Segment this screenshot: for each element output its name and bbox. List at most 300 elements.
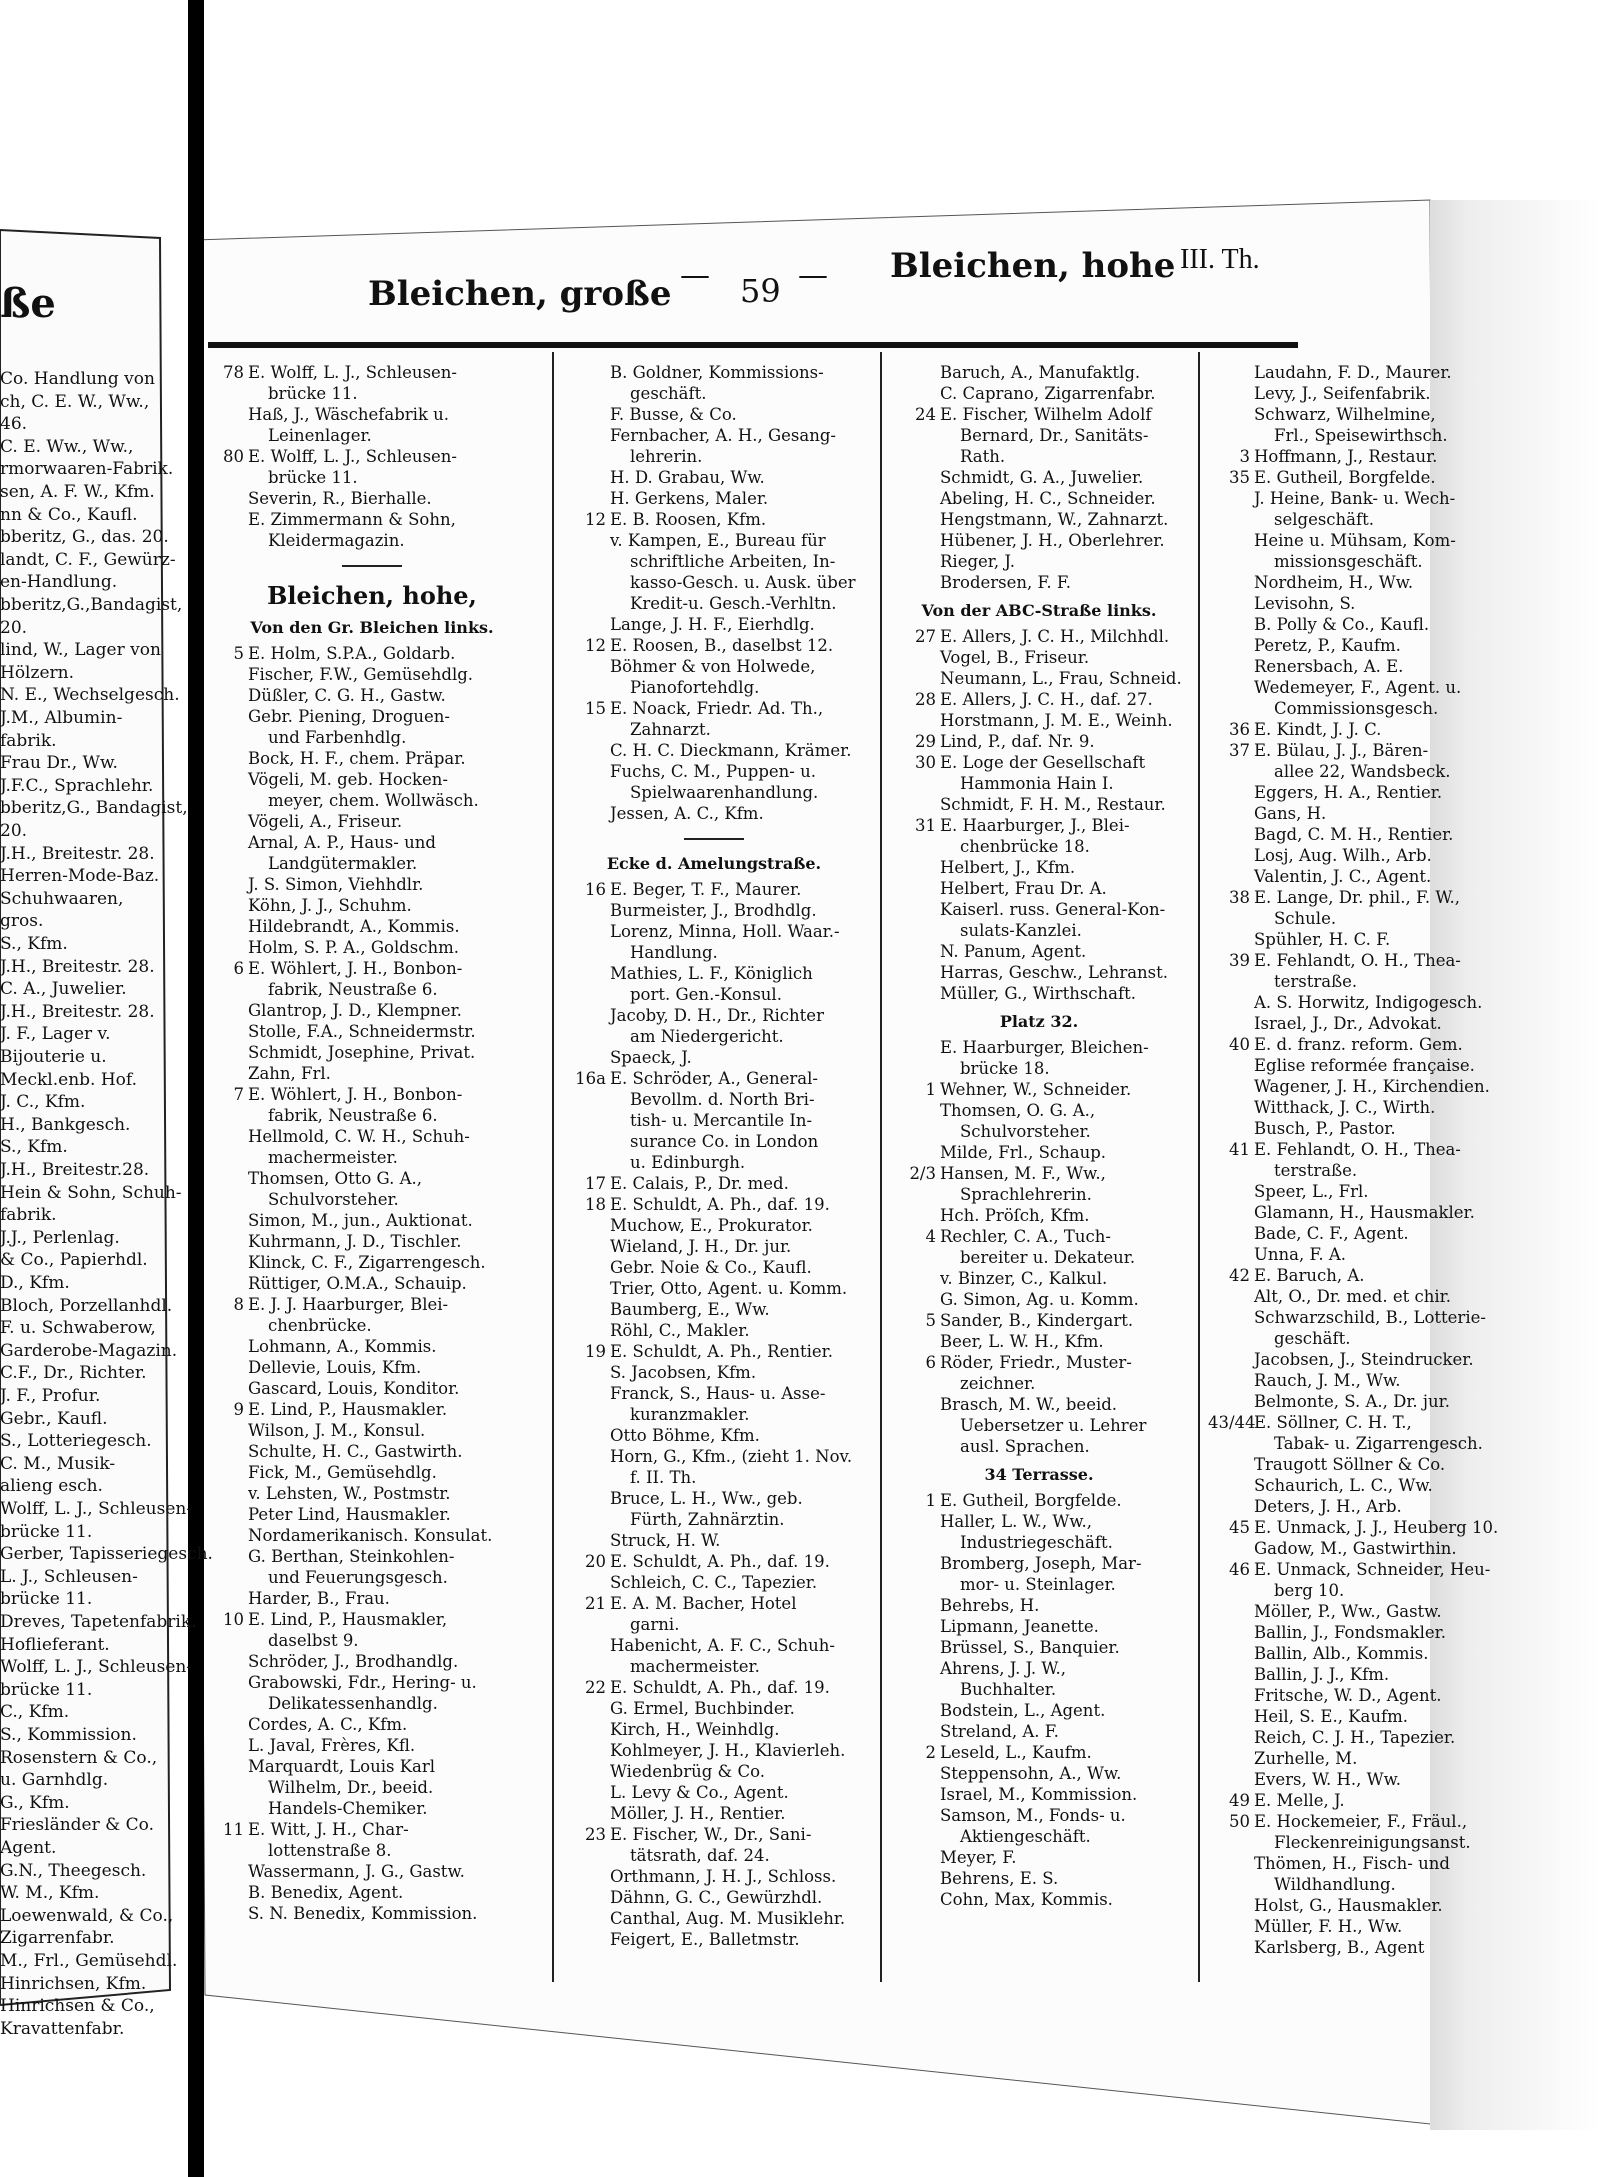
directory-entry: [202, 446, 542, 467]
left-page-line: S., Kfm.: [0, 934, 68, 954]
entry-text: berg 10.: [1274, 1581, 1345, 1600]
directory-entry: [564, 1635, 864, 1656]
directory-entry: [894, 752, 1184, 773]
directory-entry-continuation: [1208, 425, 1488, 446]
directory-entry: [894, 626, 1184, 647]
entry-text: Bagd, C. M. H., Rentier.: [1254, 825, 1454, 844]
entry-text: Levy, J., Seifenfabrik.: [1254, 384, 1431, 403]
house-number: 6: [233, 959, 244, 978]
entry-text: E. Unmack, Schneider, Heu-: [1254, 1560, 1491, 1579]
entry-text: Bernard, Dr., Sanitäts-: [960, 426, 1149, 445]
entry-text: Eglise reformée française.: [1254, 1056, 1475, 1075]
directory-entry: [202, 1588, 542, 1609]
entry-text: fabrik, Neustraße 6.: [268, 980, 438, 999]
entry-text: Orthmann, J. H. J., Schloss.: [610, 1867, 837, 1886]
entry-text: E. Gutheil, Borgfelde.: [1254, 468, 1436, 487]
entry-text: A. S. Horwitz, Indigogesch.: [1254, 993, 1483, 1012]
header-left-title: Bleichen, große: [368, 274, 672, 314]
left-page-line: Friesländer & Co.: [0, 1815, 155, 1836]
left-page-line: H., Bankgesch.: [0, 1114, 131, 1135]
left-page-line: C. A., Juwelier.: [0, 979, 127, 1000]
directory-entry: [894, 1352, 1184, 1373]
directory-entry: [894, 941, 1184, 962]
directory-entry: [564, 1299, 864, 1320]
directory-entry-continuation: [894, 836, 1184, 857]
entry-text: Spaeck, J.: [610, 1048, 692, 1067]
directory-entry-continuation: [202, 425, 542, 446]
directory-entry: [202, 643, 542, 664]
house-number: 17: [585, 1174, 606, 1193]
directory-entry: [564, 761, 864, 782]
house-number: 45: [1229, 1518, 1250, 1537]
entry-text: Kuhrmann, J. D., Tischler.: [248, 1232, 462, 1251]
directory-entry: [1208, 1412, 1488, 1433]
entry-text: E. Schuldt, A. Ph., daf. 19.: [610, 1552, 830, 1571]
directory-entry: [202, 874, 542, 895]
directory-entry: [894, 1868, 1184, 1889]
directory-entry: [894, 404, 1184, 425]
entry-text: B. Benedix, Agent.: [248, 1883, 404, 1902]
house-number: 31: [915, 816, 936, 835]
left-page-line: J.M., Albumin-: [0, 708, 123, 728]
left-page-line: J.H., Breitestr. 28.: [0, 956, 155, 977]
directory-entry: [202, 1273, 542, 1294]
entry-text: E. Bülau, J. J., Bären-: [1254, 741, 1429, 760]
entry-text: F. Busse, & Co.: [610, 405, 737, 424]
entry-text: Dellevie, Louis, Kfm.: [248, 1358, 422, 1377]
directory-entry: [202, 769, 542, 790]
street-heading: Bleichen, hohe,: [267, 581, 477, 610]
directory-entry: [894, 1742, 1184, 1763]
house-number: 20: [585, 1552, 606, 1571]
directory-entry: [202, 1000, 542, 1021]
entry-text: Hansen, M. F., Ww.,: [940, 1164, 1106, 1183]
directory-entry: [202, 1903, 542, 1924]
directory-entry-continuation: [202, 1147, 542, 1168]
entry-text: Kaiserl. russ. General-Kon-: [940, 900, 1166, 919]
entry-text: Schulvorsteher.: [268, 1190, 399, 1209]
entry-text: Witthack, J. C., Wirth.: [1254, 1098, 1436, 1117]
directory-entry-continuation: [202, 853, 542, 874]
entry-text: Möller, J. H., Rentier.: [610, 1804, 786, 1823]
entry-text: Thomsen, Otto G. A.,: [248, 1169, 423, 1188]
entry-text: Wagener, J. H., Kirchendien.: [1254, 1077, 1490, 1096]
directory-entry: [564, 467, 864, 488]
entry-text: S. N. Benedix, Kommission.: [248, 1904, 478, 1923]
directory-entry: [1208, 1622, 1488, 1643]
entry-text: Meyer, F.: [940, 1848, 1017, 1867]
directory-entry-continuation: [564, 942, 864, 963]
entry-text: Ahrens, J. J. W.,: [940, 1659, 1066, 1678]
directory-entry-continuation: [564, 1110, 864, 1131]
directory-entry: [564, 656, 864, 677]
house-number: 16: [585, 880, 606, 899]
directory-entry: [202, 1756, 542, 1777]
entry-text: Wildhandlung.: [1274, 1875, 1396, 1894]
entry-text: selgeschäft.: [1274, 510, 1374, 529]
entry-text: Kohlmeyer, J. H., Klavierleh.: [610, 1741, 846, 1760]
directory-entry: [894, 689, 1184, 710]
entry-text: G. Berthan, Steinkohlen-: [248, 1547, 455, 1566]
directory-entry: [1208, 782, 1488, 803]
entry-text: Lipmann, Jeanette.: [940, 1617, 1099, 1636]
directory-entry: [894, 983, 1184, 1004]
directory-entry: [1208, 1769, 1488, 1790]
left-page-line: 20.: [0, 821, 28, 841]
left-page-line: 46.: [0, 414, 28, 435]
directory-entry-continuation: [564, 1467, 864, 1488]
directory-entry: [894, 1595, 1184, 1616]
house-number: 11: [223, 1820, 244, 1839]
house-number: 38: [1229, 888, 1250, 907]
entry-text: Behrens, E. S.: [940, 1869, 1059, 1888]
left-page-line: Garderobe-Magazin.: [0, 1340, 178, 1361]
left-page-line: Rosenstern & Co.,: [0, 1747, 158, 1768]
entry-text: Alt, O., Dr. med. et chir.: [1254, 1287, 1451, 1306]
directory-entry-continuation: [564, 1404, 864, 1425]
entry-text: Harras, Geschw., Lehranst.: [940, 963, 1169, 982]
directory-entry: [1208, 383, 1488, 404]
directory-entry: [1208, 1307, 1488, 1328]
directory-entry: [1208, 635, 1488, 656]
left-page-line: Dreves, Tapetenfabrik.: [0, 1612, 197, 1632]
directory-entry: [564, 1278, 864, 1299]
directory-entry: [894, 1163, 1184, 1184]
entry-text: E. A. M. Bacher, Hotel: [610, 1594, 797, 1613]
directory-entry: [202, 1735, 542, 1756]
entry-text: Fick, M., Gemüsehdlg.: [248, 1463, 437, 1482]
directory-entry: [202, 958, 542, 979]
entry-text: mor- u. Steinlager.: [960, 1575, 1116, 1594]
header-ornament-left: —: [680, 258, 710, 293]
directory-entry: [202, 1420, 542, 1441]
entry-text: Fleckenreinigungsanst.: [1274, 1833, 1471, 1852]
entry-text: Eggers, H. A., Rentier.: [1254, 783, 1443, 802]
directory-entry: [894, 467, 1184, 488]
directory-entry: [894, 1763, 1184, 1784]
entry-text: Bodstein, L., Agent.: [940, 1701, 1106, 1720]
house-number: 9: [233, 1400, 244, 1419]
entry-text: Kleidermagazin.: [268, 531, 405, 550]
entry-text: Nordheim, H., Ww.: [1254, 573, 1414, 592]
entry-text: Kirch, H., Weinhdlg.: [610, 1720, 780, 1739]
entry-text: Busch, P., Pastor.: [1254, 1119, 1396, 1138]
house-number: 8: [233, 1295, 244, 1314]
directory-entry: [894, 1889, 1184, 1910]
entry-text: Marquardt, Louis Karl: [248, 1757, 436, 1776]
entry-text: Handlung.: [630, 943, 718, 962]
directory-entry: [894, 1205, 1184, 1226]
entry-text: Gadow, M., Gastwirthin.: [1254, 1539, 1457, 1558]
entry-text: Valentin, J. C., Agent.: [1254, 867, 1432, 886]
entry-text: Traugott Söllner & Co.: [1254, 1455, 1446, 1474]
directory-entry: [894, 1079, 1184, 1100]
directory-entry: [202, 937, 542, 958]
column-3: [894, 362, 1184, 2002]
entry-text: J. Heine, Bank- u. Wech-: [1254, 489, 1456, 508]
left-page-line: S., Lotteriegesch.: [0, 1431, 152, 1452]
directory-entry: [894, 857, 1184, 878]
left-page-line: u. Garnhdlg.: [0, 1770, 109, 1791]
entry-text: Schmidt, Josephine, Privat.: [248, 1043, 476, 1062]
entry-text: Bade, C. F., Agent.: [1254, 1224, 1409, 1243]
directory-entry-continuation: [1208, 1433, 1488, 1454]
directory-entry: [1208, 1727, 1488, 1748]
directory-entry-continuation: [202, 1105, 542, 1126]
directory-entry: [564, 921, 864, 942]
entry-text: Leseld, L., Kaufm.: [940, 1743, 1092, 1762]
directory-entry: [894, 509, 1184, 530]
entry-text: Schaurich, L. C., Ww.: [1254, 1476, 1433, 1495]
directory-entry: [564, 425, 864, 446]
directory-entry: [1208, 1181, 1488, 1202]
entry-text: Schwarz, Wilhelmine,: [1254, 405, 1436, 424]
entry-text: Müller, F. H., Ww.: [1254, 1917, 1403, 1936]
entry-text: Röhl, C., Makler.: [610, 1321, 750, 1340]
entry-text: Aktiengeschäft.: [960, 1827, 1091, 1846]
column-1: [202, 362, 542, 2002]
directory-entry: [564, 614, 864, 635]
left-page-line: Herren-Mode-Baz.: [0, 866, 160, 887]
directory-entry: [1208, 1538, 1488, 1559]
directory-entry-continuation: [202, 1315, 542, 1336]
entry-text: Bromberg, Joseph, Mar-: [940, 1554, 1142, 1573]
left-page-line: & Co., Papierhdl.: [0, 1250, 148, 1271]
entry-text: Fernbacher, A. H., Gesang-: [610, 426, 836, 445]
house-number: 49: [1229, 1791, 1250, 1810]
entry-text: Buchhalter.: [960, 1680, 1057, 1699]
directory-entry: [564, 1698, 864, 1719]
directory-entry: [894, 383, 1184, 404]
entry-text: Spühler, H. C. F.: [1254, 930, 1391, 949]
left-page-line: fabrik.: [0, 1205, 57, 1226]
directory-entry: [1208, 404, 1488, 425]
entry-text: E. Zimmermann & Sohn,: [248, 510, 456, 529]
left-page-line: Gebr., Kaufl.: [0, 1408, 108, 1429]
house-number: 27: [915, 627, 936, 646]
entry-text: S. Jacobsen, Kfm.: [610, 1363, 757, 1382]
left-page-line: S., Kommission.: [0, 1725, 137, 1745]
entry-text: Schmidt, F. H. M., Restaur.: [940, 795, 1166, 814]
entry-text: B. Goldner, Kommissions-: [610, 363, 824, 382]
section-divider: [342, 565, 402, 567]
directory-entry: [894, 878, 1184, 899]
left-page-line: Frau Dr., Ww.: [0, 753, 118, 774]
left-page-line: Schuhwaaren,: [0, 888, 124, 909]
entry-text: Rieger, J.: [940, 552, 1015, 571]
directory-entry: [202, 1252, 542, 1273]
entry-text: Bevollm. d. North Bri-: [630, 1090, 815, 1109]
entry-text: E. Allers, J. C. H., Milchhdl.: [940, 627, 1170, 646]
directory-page: [200, 232, 1499, 1977]
entry-text: allee 22, Wandsbeck.: [1274, 762, 1451, 781]
directory-entry: [202, 1504, 542, 1525]
entry-text: Cordes, A. C., Kfm.: [248, 1715, 408, 1734]
directory-entry: [894, 1394, 1184, 1415]
directory-entry: [564, 698, 864, 719]
column-separator-3: [1198, 352, 1200, 1982]
left-page-line: Hein & Sohn, Schuh-: [0, 1182, 182, 1203]
directory-entry: [202, 1231, 542, 1252]
directory-entry: [894, 962, 1184, 983]
entry-text: Baumberg, E., Ww.: [610, 1300, 770, 1319]
entry-text: Rechler, C. A., Tuch-: [940, 1227, 1111, 1246]
left-page-heading: ße: [0, 280, 56, 327]
entry-text: u. Edinburgh.: [630, 1153, 746, 1172]
entry-text: Schröder, J., Brodhandlg.: [248, 1652, 459, 1671]
directory-entry: [564, 1068, 864, 1089]
entry-text: Gascard, Louis, Konditor.: [248, 1379, 460, 1398]
directory-entry-continuation: [564, 1026, 864, 1047]
directory-entry: [202, 1336, 542, 1357]
entry-text: f. II. Th.: [630, 1468, 697, 1487]
entry-text: Sprachlehrerin.: [960, 1185, 1092, 1204]
house-number: 42: [1229, 1266, 1250, 1285]
entry-text: Streland, A. F.: [940, 1722, 1059, 1741]
entry-text: Trier, Otto, Agent. u. Komm.: [610, 1279, 848, 1298]
house-number: 5: [925, 1311, 936, 1330]
house-number: 23: [585, 1825, 606, 1844]
entry-text: Schulvorsteher.: [960, 1122, 1091, 1141]
left-page-line: Wolff, L. J., Schleusen-: [0, 1657, 193, 1678]
entry-text: Israel, J., Dr., Advokat.: [1254, 1014, 1442, 1033]
entry-text: Thömen, H., Fisch- und: [1254, 1854, 1450, 1873]
entry-text: sulats-Kanzlei.: [960, 921, 1082, 940]
entry-text: surance Co. in London: [630, 1132, 819, 1151]
house-number: 19: [585, 1342, 606, 1361]
entry-text: H. D. Grabau, Ww.: [610, 468, 765, 487]
directory-entry-continuation: [564, 1656, 864, 1677]
house-number: 7: [233, 1085, 244, 1104]
directory-entry-continuation: [564, 782, 864, 803]
directory-entry: [894, 710, 1184, 731]
entry-text: Abeling, H. C., Schneider.: [940, 489, 1156, 508]
entry-text: Wilhelm, Dr., beeid.: [268, 1778, 434, 1797]
directory-entry: [564, 963, 864, 984]
entry-text: L. Levy & Co., Agent.: [610, 1783, 789, 1802]
directory-entry: [202, 1651, 542, 1672]
left-page-line: bberitz,G., Bandagist,: [0, 798, 188, 819]
directory-entry-continuation: [202, 979, 542, 1000]
directory-entry: [894, 1142, 1184, 1163]
directory-entry-continuation: [202, 1693, 542, 1714]
entry-text: Tabak- u. Zigarrengesch.: [1274, 1434, 1483, 1453]
directory-entry-continuation: [1208, 1328, 1488, 1349]
directory-entry: [202, 1294, 542, 1315]
left-page-line: nn & Co., Kaufl.: [0, 504, 138, 525]
entry-text: Canthal, Aug. M. Musiklehr.: [610, 1909, 846, 1928]
entry-text: garni.: [630, 1615, 680, 1634]
directory-entry: [564, 635, 864, 656]
directory-entry: [1208, 1895, 1488, 1916]
entry-text: Vogel, B., Friseur.: [940, 648, 1090, 667]
house-number: 50: [1229, 1812, 1250, 1831]
house-number: 36: [1229, 720, 1250, 739]
entry-text: Speer, L., Frl.: [1254, 1182, 1369, 1201]
house-number: 37: [1229, 741, 1250, 760]
directory-entry: [1208, 1244, 1488, 1265]
entry-text: Franck, S., Haus- u. Asse-: [610, 1384, 826, 1403]
directory-entry: [1208, 1454, 1488, 1475]
directory-entry-continuation: [1208, 761, 1488, 782]
directory-entry-continuation: [1208, 509, 1488, 530]
directory-entry-continuation: [894, 1058, 1184, 1079]
entry-text: Glamann, H., Hausmakler.: [1254, 1203, 1475, 1222]
left-page-line: sen, A. F. W., Kfm.: [0, 482, 155, 502]
entry-text: Rath.: [960, 447, 1006, 466]
directory-entry-continuation: [202, 383, 542, 404]
entry-text: Stolle, F.A., Schneidermstr.: [248, 1022, 476, 1041]
entry-text: Gebr. Piening, Droguen-: [248, 707, 451, 726]
entry-text: Brüssel, S., Banquier.: [940, 1638, 1120, 1657]
entry-text: B. Polly & Co., Kaufl.: [1254, 615, 1430, 634]
left-page-line: bberitz,G.,Bandagist,: [0, 595, 183, 615]
entry-text: Sander, B., Kindergart.: [940, 1311, 1134, 1330]
directory-entry: [1208, 845, 1488, 866]
directory-entry: [564, 1677, 864, 1698]
entry-text: Hübener, J. H., Oberlehrer.: [940, 531, 1165, 550]
entry-text: G. Ermel, Buchbinder.: [610, 1699, 795, 1718]
directory-entry-continuation: [1208, 551, 1488, 572]
directory-entry: [202, 916, 542, 937]
house-number: 46: [1229, 1560, 1250, 1579]
directory-entry: [1208, 1601, 1488, 1622]
directory-entry-continuation: [564, 984, 864, 1005]
directory-entry: [894, 1553, 1184, 1574]
left-page-line: Co. Handlung von: [0, 369, 155, 389]
entry-text: Handels-Chemiker.: [268, 1799, 428, 1818]
house-number: 6: [925, 1353, 936, 1372]
entry-text: Wieland, J. H., Dr. jur.: [610, 1237, 792, 1256]
house-number: 10: [223, 1610, 244, 1629]
entry-text: Hoffmann, J., Restaur.: [1254, 447, 1438, 466]
entry-text: Wehner, W., Schneider.: [940, 1080, 1132, 1099]
entry-text: Ballin, Alb., Kommis.: [1254, 1644, 1429, 1663]
entry-text: E. Unmack, J. J., Heuberg 10.: [1254, 1518, 1499, 1537]
entry-text: E. Calais, P., Dr. med.: [610, 1174, 789, 1193]
house-number: 40: [1229, 1035, 1250, 1054]
house-number: 35: [1229, 468, 1250, 487]
directory-entry: [1208, 677, 1488, 698]
entry-text: Landgütermakler.: [268, 854, 418, 873]
directory-entry: [202, 1714, 542, 1735]
left-page-line: C., Kfm.: [0, 1702, 70, 1723]
left-page-line: rmorwaaren-Fabrik.: [0, 459, 174, 480]
house-number: 1: [925, 1080, 936, 1099]
left-page-line: J.H., Breitestr.28.: [0, 1160, 150, 1180]
entry-text: E. Noack, Friedr. Ad. Th.,: [610, 699, 824, 718]
entry-text: Nordamerikanisch. Konsulat.: [248, 1526, 493, 1545]
left-page-line: brücke 11.: [0, 1679, 93, 1700]
directory-entry: [894, 1289, 1184, 1310]
directory-entry-continuation: [894, 773, 1184, 794]
entry-text: E. Schröder, A., General-: [610, 1069, 818, 1088]
entry-text: Neumann, L., Frau, Schneid.: [940, 669, 1182, 688]
directory-entry: [564, 1005, 864, 1026]
entry-text: kasso-Gesch. u. Ausk. über: [630, 573, 856, 592]
left-page-line: Bloch, Porzellanhdl.: [0, 1295, 173, 1316]
left-page-line: ch, C. E. W., Ww.,: [0, 391, 150, 412]
entry-text: brücke 11.: [268, 384, 358, 403]
house-number: 43/44: [1208, 1413, 1256, 1432]
directory-entry-continuation: [564, 1845, 864, 1866]
directory-entry-continuation: [894, 920, 1184, 941]
entry-text: missionsgeschäft.: [1274, 552, 1423, 571]
entry-text: tish- u. Mercantile In-: [630, 1111, 813, 1130]
house-number: 22: [585, 1678, 606, 1697]
entry-text: E. Lind, P., Hausmakler.: [248, 1400, 448, 1419]
directory-entry: [1208, 362, 1488, 383]
